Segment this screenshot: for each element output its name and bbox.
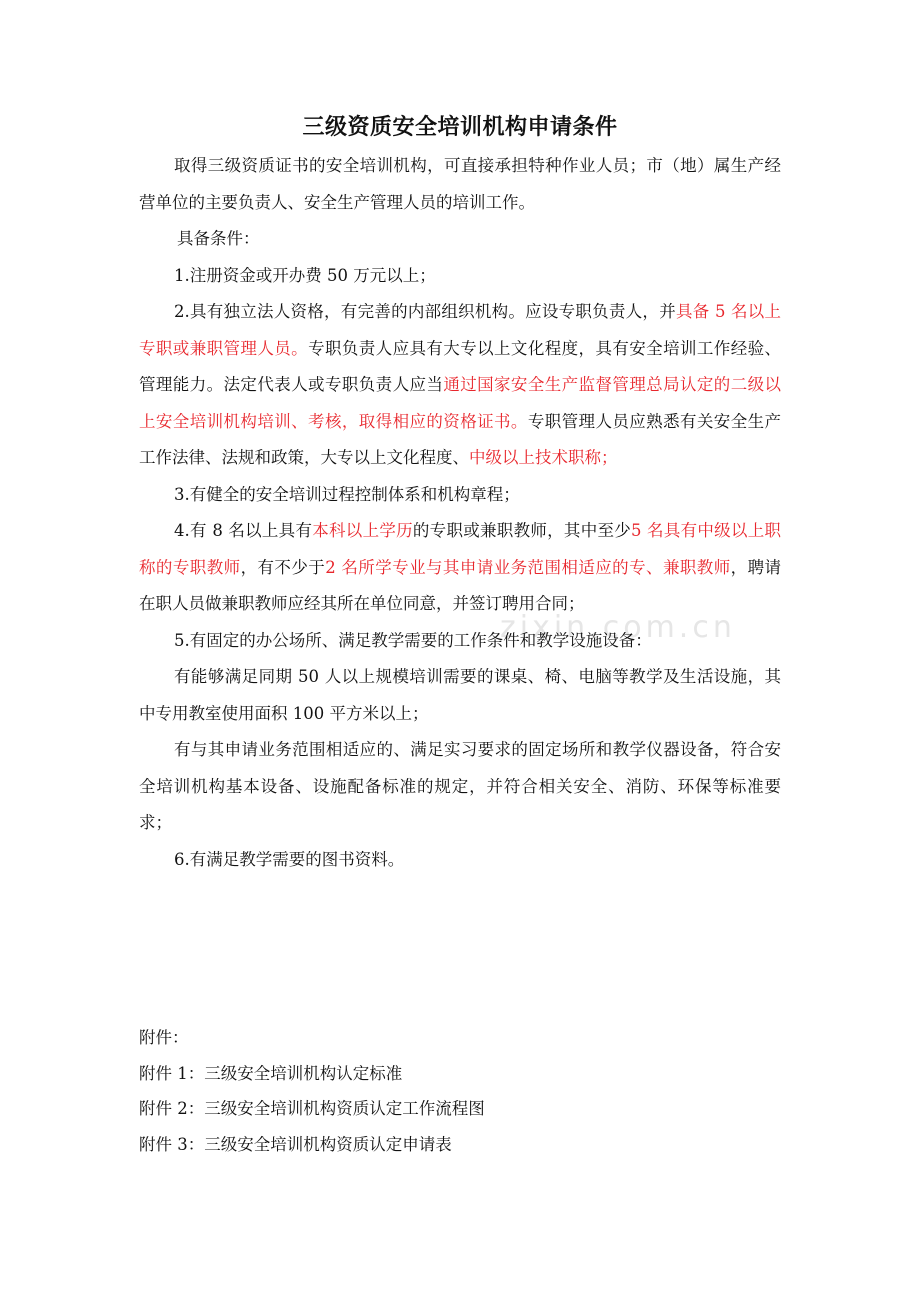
condition-item-2	[139, 294, 781, 477]
intro-paragraph: 取得三级资质证书的安全培训机构，可直接承担特种作业人员；市（地）属生产经营单位的主要负责人、安全生产管理人员的培训工作。	[139, 156, 781, 212]
item2-text-3: 专职管理人员应熟悉有关安全生产工作法律、法规和政策，大专以上文化程度、	[139, 411, 782, 467]
item2-text-2: 专职负责人应具有大专以上文化程度，具有安全培训工作经验、管理能力。法定代表人或专职负责人应当	[139, 338, 782, 394]
item2-highlight-3: 中级以上技术职称；	[469, 448, 618, 467]
item4-text-1: 4.有 8 名以上具有	[174, 521, 313, 540]
item2-highlight-1: 具备 5 名以上专职或兼职管理人员。	[139, 302, 781, 358]
item2-text-1: 2.具有独立法人资格，有完善的内部组织机构。应设专职负责人，并	[174, 302, 676, 321]
attachments-section	[139, 1020, 781, 1162]
item4-text-4: ，聘请在职人员做兼职教师应经其所在单位同意，并签订聘用合同；	[139, 557, 782, 613]
document-title: 三级资质安全培训机构申请条件	[302, 115, 618, 140]
item4-text-3: ，有不少于	[240, 557, 326, 577]
condition-item-5-b: 有与其申请业务范围相适应的、满足实习要求的固定场所和教学仪器设备，符合安全培训机构基本设备、设施配备标准的规定，并符合相关安全、消防、环保等标准要求；	[139, 740, 781, 832]
condition-item-5-a: 有能够满足同期 50 人以上规模培训需要的课桌、椅、电脑等教学及生活设施，其中专用教室使用面积 100 平方米以上；	[139, 667, 781, 723]
item2-highlight-2: 通过国家安全生产监督管理总局认定的二级以上安全培训机构培训、考核，取得相应的资格证书。	[139, 375, 782, 431]
condition-item-5: 5.有固定的办公场所、满足教学需要的工作条件和教学设施设备：	[174, 630, 652, 650]
document-body	[139, 108, 781, 878]
condition-item-4	[139, 513, 781, 623]
attachment-item: 附件 3：三级安全培训机构资质认定申请表	[139, 1134, 452, 1154]
condition-item-6: 6.有满足教学需要的图书资料。	[174, 849, 405, 869]
item4-highlight-3: 2 名所学专业与其申请业务范围相适应的专、兼职教师	[325, 557, 731, 577]
watermark: zixin.com.cn	[500, 610, 736, 645]
item4-highlight-1: 本科以上学历	[312, 521, 413, 540]
item4-text-2: 的专职或兼职教师，其中至少	[412, 521, 632, 540]
conditions-heading: 具备条件：	[177, 229, 260, 248]
attachment-item: 附件 1：三级安全培训机构认定标准	[139, 1063, 403, 1083]
item4-highlight-2: 5 名具有中级以上职称的专职教师	[139, 521, 781, 577]
condition-item-3: 3.有健全的安全培训过程控制体系和机构章程；	[174, 484, 520, 504]
attachment-item: 附件 2：三级安全培训机构资质认定工作流程图	[139, 1099, 485, 1118]
condition-item-1: 1.注册资金或开办费 50 万元以上；	[174, 265, 436, 285]
attachments-heading: 附件：	[139, 1028, 189, 1047]
